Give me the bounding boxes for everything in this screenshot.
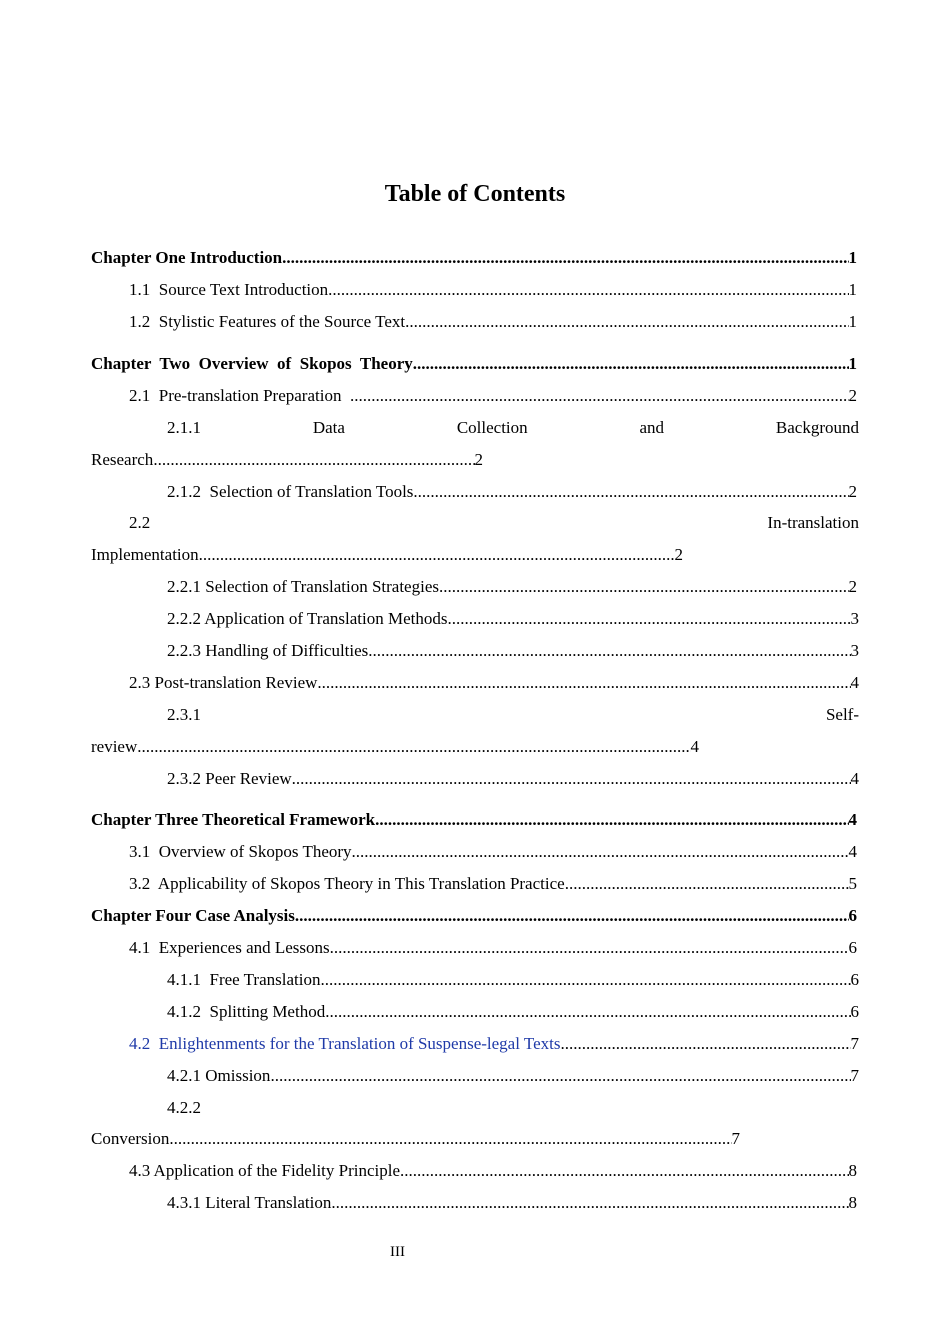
toc-page-number: 6 [848,938,857,957]
toc-entry-text: Chapter Two Overview of Skopos Theory [91,354,413,373]
dot-leader [153,448,474,472]
toc-word: Self- [825,705,859,724]
toc-entry-text: 2.2.2 Application of Translation Methods [167,609,448,628]
toc-entry-4-2-2[interactable] [167,1096,367,1120]
toc-page-number: 4 [850,769,859,788]
toc-word: 2.2 [129,513,151,532]
toc-word: Collection [456,418,528,437]
toc-entry-text: Chapter Four Case Analysis [91,906,295,925]
dot-leader [137,735,690,759]
toc-entry-text: 4.2 Enlightenments for the Translation of Suspense-legal Texts [129,1034,561,1053]
toc-page-number: 1 [848,354,857,373]
toc-page-number: 4 [848,810,857,829]
toc-page-number: 2 [474,450,483,469]
toc-entry-4-1[interactable] [129,936,857,960]
toc-page-number: 4 [850,673,859,692]
dot-leader [282,246,848,270]
toc-page-number: 2 [674,545,683,564]
toc-entry-text: 3.2 Applicability of Skopos Theory in This Translation Practice [129,874,565,893]
toc-entry-3-1[interactable] [129,840,857,864]
toc-word: 4.2.2 [167,1098,201,1117]
toc-entry-text: 4.3.1 Literal Translation [167,1193,332,1212]
toc-entry-text: 2.1 Pre-translation Preparation [129,386,350,405]
dot-leader [330,936,849,960]
toc-entry-text: 4.1.2 Splitting Method [167,1002,326,1021]
toc-entry-4-3[interactable] [129,1159,857,1183]
toc-page-number: 1 [848,280,857,299]
toc-entry-text: 2.1.2 Selection of Translation Tools [167,482,414,501]
dot-leader [560,1032,850,1056]
toc-entry-chapter-one[interactable] [91,246,857,270]
toc-entry-1-1[interactable] [129,278,857,302]
toc-entry-4-2-link[interactable] [129,1032,859,1056]
toc-page-number: 8 [848,1193,857,1212]
dot-leader [325,1000,850,1024]
dot-leader [565,872,849,896]
toc-entry-chapter-four[interactable] [91,904,857,928]
toc-entry-text: 2.3 Post-translation Review [129,673,318,692]
dot-leader [331,1191,848,1215]
toc-entry-text: Implementation [91,545,199,564]
toc-entry-text: Research [91,450,154,469]
toc-entry-text: 4.3 Application of the Fidelity Principle [129,1161,401,1180]
dot-leader [400,1159,848,1183]
toc-entry-2-2-2[interactable] [167,607,859,631]
dot-leader [350,384,849,408]
dot-leader [352,840,849,864]
toc-entry-text: Chapter Three Theoretical Framework [91,810,376,829]
toc-entry-2-3-1[interactable] [167,703,859,727]
toc-page-number: 2 [848,386,857,405]
toc-entry-text: 2.3.2 Peer Review [167,769,292,788]
page-footer-number: III [390,1244,405,1260]
dot-leader [295,904,849,928]
toc-page-number: 7 [850,1034,859,1053]
toc-entry-2-2-3[interactable] [167,639,859,663]
toc-entry-2-2-1[interactable] [167,575,857,599]
toc-page-number: 1 [848,248,857,267]
toc-entry-text: 4.1 Experiences and Lessons [129,938,330,957]
toc-entry-2-1-2[interactable] [167,480,857,504]
toc-entry-2-3-2[interactable] [167,767,859,791]
toc-page-number: 6 [850,1002,859,1021]
dot-leader [317,671,850,695]
dot-leader [439,575,849,599]
toc-page-number: 6 [850,970,859,989]
toc-page-number: 2 [848,577,857,596]
dot-leader [368,639,850,663]
toc-entry-text: 4.2.1 Omission [167,1066,271,1085]
dot-leader [405,310,848,334]
toc-page-number: 7 [850,1066,859,1085]
toc-word: In-translation [767,513,859,532]
dot-leader [375,808,848,832]
toc-entry-1-2[interactable] [129,310,857,334]
toc-page-number: 7 [731,1129,740,1148]
toc-page-number: 2 [848,482,857,501]
toc-entry-4-2-2-continued[interactable] [91,1127,740,1151]
dot-leader [199,543,675,567]
toc-page-number: 6 [848,906,857,925]
dot-leader [169,1127,731,1151]
toc-entry-2-1[interactable] [129,384,857,408]
toc-page-number: 4 [690,737,699,756]
toc-entry-text: 1.1 Source Text Introduction [129,280,329,299]
toc-page-number: 8 [848,1161,857,1180]
toc-page-number: 1 [848,312,857,331]
toc-entry-text: Chapter One Introduction [91,248,283,267]
dot-leader [413,352,849,376]
toc-entry-2-3[interactable] [129,671,859,695]
toc-word: and [639,418,665,437]
toc-entry-text: 2.2.1 Selection of Translation Strategies [167,577,439,596]
dot-leader [448,607,851,631]
toc-word: 2.1.1 [167,418,201,437]
toc-page-number: 3 [850,641,859,660]
toc-entry-text: Conversion [91,1129,170,1148]
dot-leader [270,1064,850,1088]
toc-page-number: 5 [848,874,857,893]
toc-entry-text: 2.2.3 Handling of Difficulties [167,641,369,660]
toc-entry-text: 3.1 Overview of Skopos Theory [129,842,352,861]
toc-word: Background [775,418,859,437]
toc-word: 2.3.1 [167,705,201,724]
toc-entry-4-1-1[interactable] [167,968,859,992]
toc-entry-2-1-1-continued[interactable] [91,448,483,472]
toc-entry-2-3-1-continued[interactable] [91,735,699,759]
toc-entry-4-1-2[interactable] [167,1000,859,1024]
toc-entry-text: review [91,737,138,756]
toc-entry-3-2[interactable] [129,872,857,896]
dot-leader [320,968,850,992]
toc-entry-chapter-three[interactable] [91,808,857,832]
toc-title: Table of Contents [384,181,566,207]
dot-leader [292,767,851,791]
toc-entry-text: 4.1.1 Free Translation [167,970,321,989]
toc-word: Data [312,418,345,437]
toc-page-number: 4 [848,842,857,861]
dot-leader [328,278,848,302]
toc-entry-4-3-1[interactable] [167,1191,857,1215]
toc-entry-text: 1.2 Stylistic Features of the Source Text [129,312,406,331]
toc-entry-4-2-1[interactable] [167,1064,859,1088]
toc-entry-2-2-continued[interactable] [91,543,683,567]
dot-leader [413,480,848,504]
toc-page-number: 3 [850,609,859,628]
toc-entry-2-1-1[interactable] [167,416,859,440]
toc-entry-2-2[interactable] [129,511,859,535]
toc-entry-chapter-two[interactable] [91,352,857,376]
